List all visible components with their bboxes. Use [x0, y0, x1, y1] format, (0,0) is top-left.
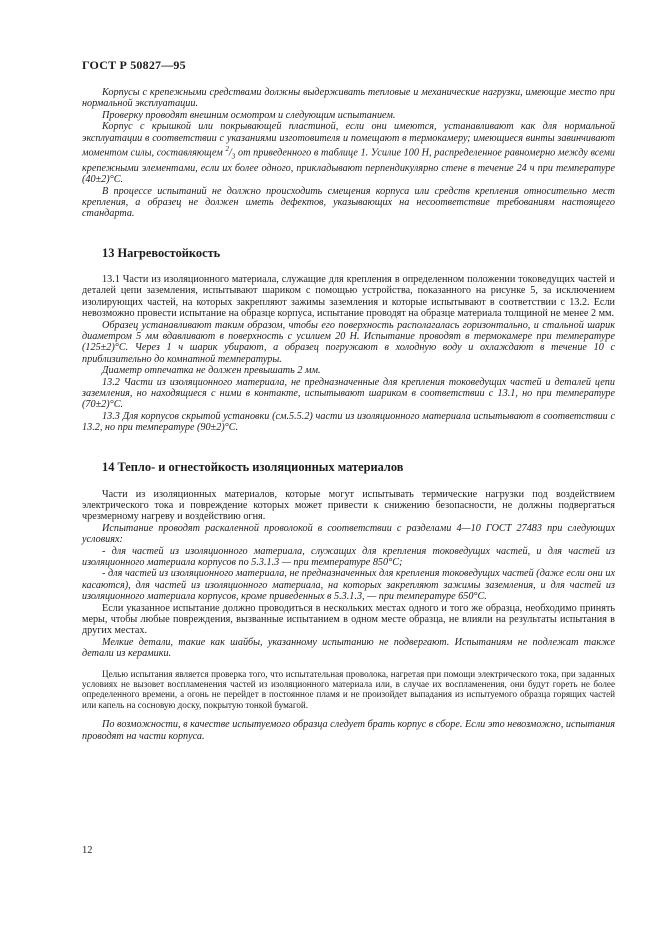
section-13-title: 13 Нагревостойкость	[102, 245, 221, 260]
fraction-denominator: 3	[231, 152, 236, 161]
paragraph: Испытание проводят раскаленной проволокой в соответствии с разделами 4—10 ГОСТ 27483 при следующих условиях:	[82, 522, 615, 546]
section-14-title: 14 Тепло- и огнестойкость изоляционных материалов	[102, 459, 404, 474]
fraction-numerator: 2	[225, 145, 229, 154]
text-run: от приведенного в таблице 1. Усилие 100 Н, распределенное равномерно между всеми крепежными элементами, если их более одного, прикладывают перпендикулярно стене в течение 24 ч при температуре (40±2)°С.	[82, 147, 616, 186]
paragraph: Мелкие детали, такие как шайбы, указанному испытанию не подвергают. Испытаниям не подлежат также детали из керамики.	[82, 636, 615, 660]
paragraph: Если указанное испытание должно проводиться в нескольких местах одного и того же образца, необходимо принять меры, чтобы любые повреждения, вызванные испытанием в одном месте образца, не влияли на результаты испытания в других местах.	[82, 602, 615, 637]
paragraph: 13.2 Части из изоляционного материала, не предназначенные для крепления токоведущих частей и деталей цепи заземления, но находящиеся с ними в контакте, испытывают шариком в соответствии с 13.1, но при температуре (70±2)°С.	[82, 376, 615, 411]
document-page	[82, 58, 615, 742]
page-number: 12	[82, 845, 93, 856]
paragraph: Корпус с крышкой или покрывающей пластиной, если они имеются, устанавливают как для нормальной эксплуатации в соответствии с указаниями изготовителя и помещают в термокамеру; имеющиеся винты завинчивают моментом силы, составляющем $^2/_3$ от приведенного в таблице 1. Усилие 100 Н, распределенное равномерно между всеми крепежными элементами, если их более одного, прикладывают перпендикулярно стене в течение 24 ч при температуре (40±2)°С.	[82, 121, 616, 186]
note-paragraph: Целью испытания является проверка того, что испытательная проволока, нагретая при помощи электрического тока, при заданных условиях не вызовет воспламенения частей из изоляционного материала или, в случае их воспламенения, они будут гореть не более определенного времени, а огонь не перейдет в постоянное пламя и не произойдет выпадания из испытуемого образца горящих частей или капель на сосновую доску, покрытую тонкой бумагой.	[82, 668, 615, 710]
paragraph: - для частей из изоляционного материала, не предназначенных для крепления токоведущих частей (даже если они их касаются), для частей из изоляционного материала, на которых закрепляют зажимы заземления, и для частей из изоляционного материала корпусов, кроме приведенных в 5.3.1.3, — при температуре 650°С.	[82, 568, 615, 603]
paragraph: Диаметр отпечатка не должен превышать 2 мм.	[102, 365, 321, 377]
paragraph: - для частей из изоляционного материала, служащих для крепления токоведущих частей, и для частей из изоляционного материала корпусов по 5.3.1.3 — при температуре 850°С;	[82, 545, 615, 569]
paragraph: По возможности, в качестве испытуемого образца следует брать корпус в сборе. Если это невозможно, испытания проводят на части корпуса.	[82, 719, 615, 742]
paragraph: Проверку проводят внешним осмотром и следующим испытанием.	[102, 109, 396, 121]
document-header: ГОСТ Р 50827—95	[82, 58, 186, 72]
paragraph: Части из изоляционных материалов, которые могут испытывать термические нагрузки под воздействием электрического тока и повреждение которых может привести к снижению безопасности, не должны подвергаться чрезмерному нагреву и воздействию огня.	[82, 488, 615, 523]
paragraph: Образец устанавливают таким образом, чтобы его поверхность располагалась горизонтально, и стальной шарик диаметром 5 мм вдавливают в поверхность с усилием 20 Н. Испытание проводят в термокамере при температуре (125±2)°С. Через 1 ч шарик убирают, а образец погружают в холодную воду и охлаждают в течение 10 с приблизительно до комнатной температуры.	[82, 319, 615, 365]
paragraph: В процессе испытаний не должно происходить смещения корпуса или средств крепления относительно мест крепления, а образец не должен иметь дефектов, указывающих на несоответствие требованиям настоящего стандарта.	[82, 185, 615, 220]
paragraph: 13.1 Части из изоляционного материала, служащие для крепления в определенном положении токоведущих частей и деталей цепи заземления, испытывают шариком с помощью устройства, показанного на рисунке 5, за исключением изолирующих частей, на которых закрепляют зажимы заземления и которые испытывают в соответствии с 13.2. Если невозможно провести испытание на образце корпуса, испытание проводят на образце материала толщиной не менее 2 мм.	[82, 273, 615, 320]
paragraph: Корпусы с крепежными средствами должны выдерживать тепловые и механические нагрузки, имеющие место при нормальной эксплуатации.	[82, 87, 615, 110]
text-run: Корпус с крышкой или покрывающей пластиной, если они имеются, устанавливают как для нормальной эксплуатации в соответствии с указаниями изготовителя и помещают в термокамеру; имеющиеся винты завинчивают моментом силы, составляющем	[82, 121, 615, 159]
paragraph: 13.3 Для корпусов скрытой установки (см.5.5.2) части из изоляционного материала испытывают в соответствии с 13.2, но при температуре (90±2)°С.	[82, 410, 615, 434]
